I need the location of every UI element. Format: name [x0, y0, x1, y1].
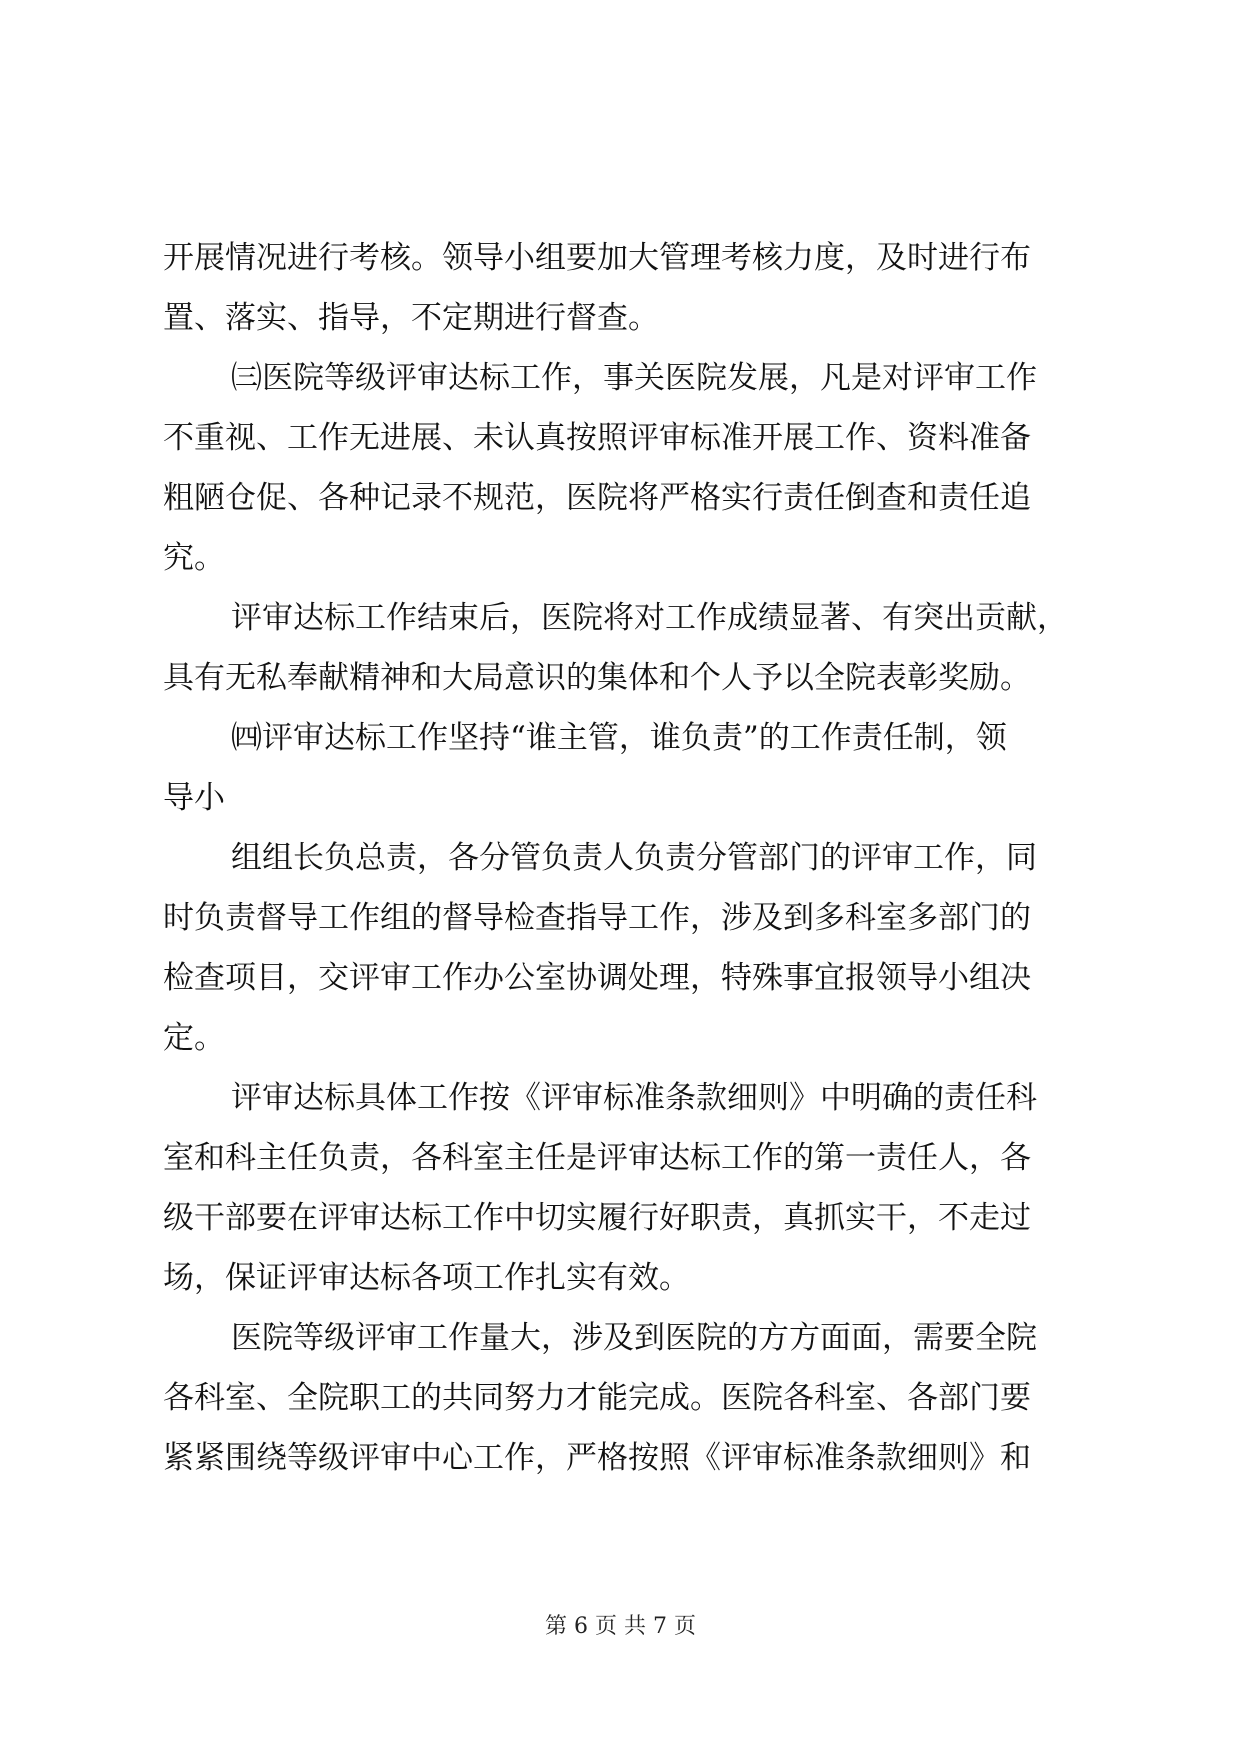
text-line: 具有无私奉献精神和大局意识的集体和个人予以全院表彰奖励。	[163, 660, 1031, 696]
text-line: 医院等级评审工作量大，涉及到医院的方方面面，需要全院	[231, 1320, 1037, 1356]
text-line: 各科室、全院职工的共同努力才能完成。医院各科室、各部门要	[163, 1380, 1031, 1416]
text-line: 定。	[163, 1020, 225, 1056]
text-line: 级干部要在评审达标工作中切实履行好职责，真抓实干，不走过	[163, 1200, 1031, 1236]
text-line: 检查项目，交评审工作办公室协调处理，特殊事宜报领导小组决	[163, 960, 1031, 996]
text-line: 粗陋仓促、各种记录不规范，医院将严格实行责任倒查和责任追	[163, 480, 1031, 516]
text-line: 评审达标工作结束后，医院将对工作成绩显著、有突出贡献，	[231, 600, 1068, 636]
text-line: 置、落实、指导，不定期进行督查。	[163, 300, 659, 336]
text-line: 评审达标具体工作按《评审标准条款细则》中明确的责任科	[231, 1080, 1037, 1116]
page-number-footer: 第 6 页 共 7 页	[545, 1614, 696, 1639]
text-line: 组组长负总责，各分管负责人负责分管部门的评审工作，同	[231, 840, 1037, 876]
text-line: 不重视、工作无进展、未认真按照评审标准开展工作、资料准备	[163, 420, 1031, 456]
text-line: 场，保证评审达标各项工作扎实有效。	[163, 1260, 690, 1296]
text-line: 导小	[163, 780, 225, 816]
text-line: 时负责督导工作组的督导检查指导工作，涉及到多科室多部门的	[163, 900, 1031, 936]
document-body	[163, 228, 1083, 1488]
text-line: 究。	[163, 540, 225, 576]
text-line: 开展情况进行考核。领导小组要加大管理考核力度，及时进行布	[163, 240, 1031, 276]
text-line: 室和科主任负责，各科室主任是评审达标工作的第一责任人，各	[163, 1140, 1031, 1176]
text-line: 紧紧围绕等级评审中心工作，严格按照《评审标准条款细则》和	[163, 1440, 1031, 1476]
text-line: ㈢医院等级评审达标工作，事关医院发展，凡是对评审工作	[231, 360, 1037, 396]
text-line: ㈣评审达标工作坚持“谁主管，谁负责”的工作责任制，领	[231, 720, 1007, 756]
